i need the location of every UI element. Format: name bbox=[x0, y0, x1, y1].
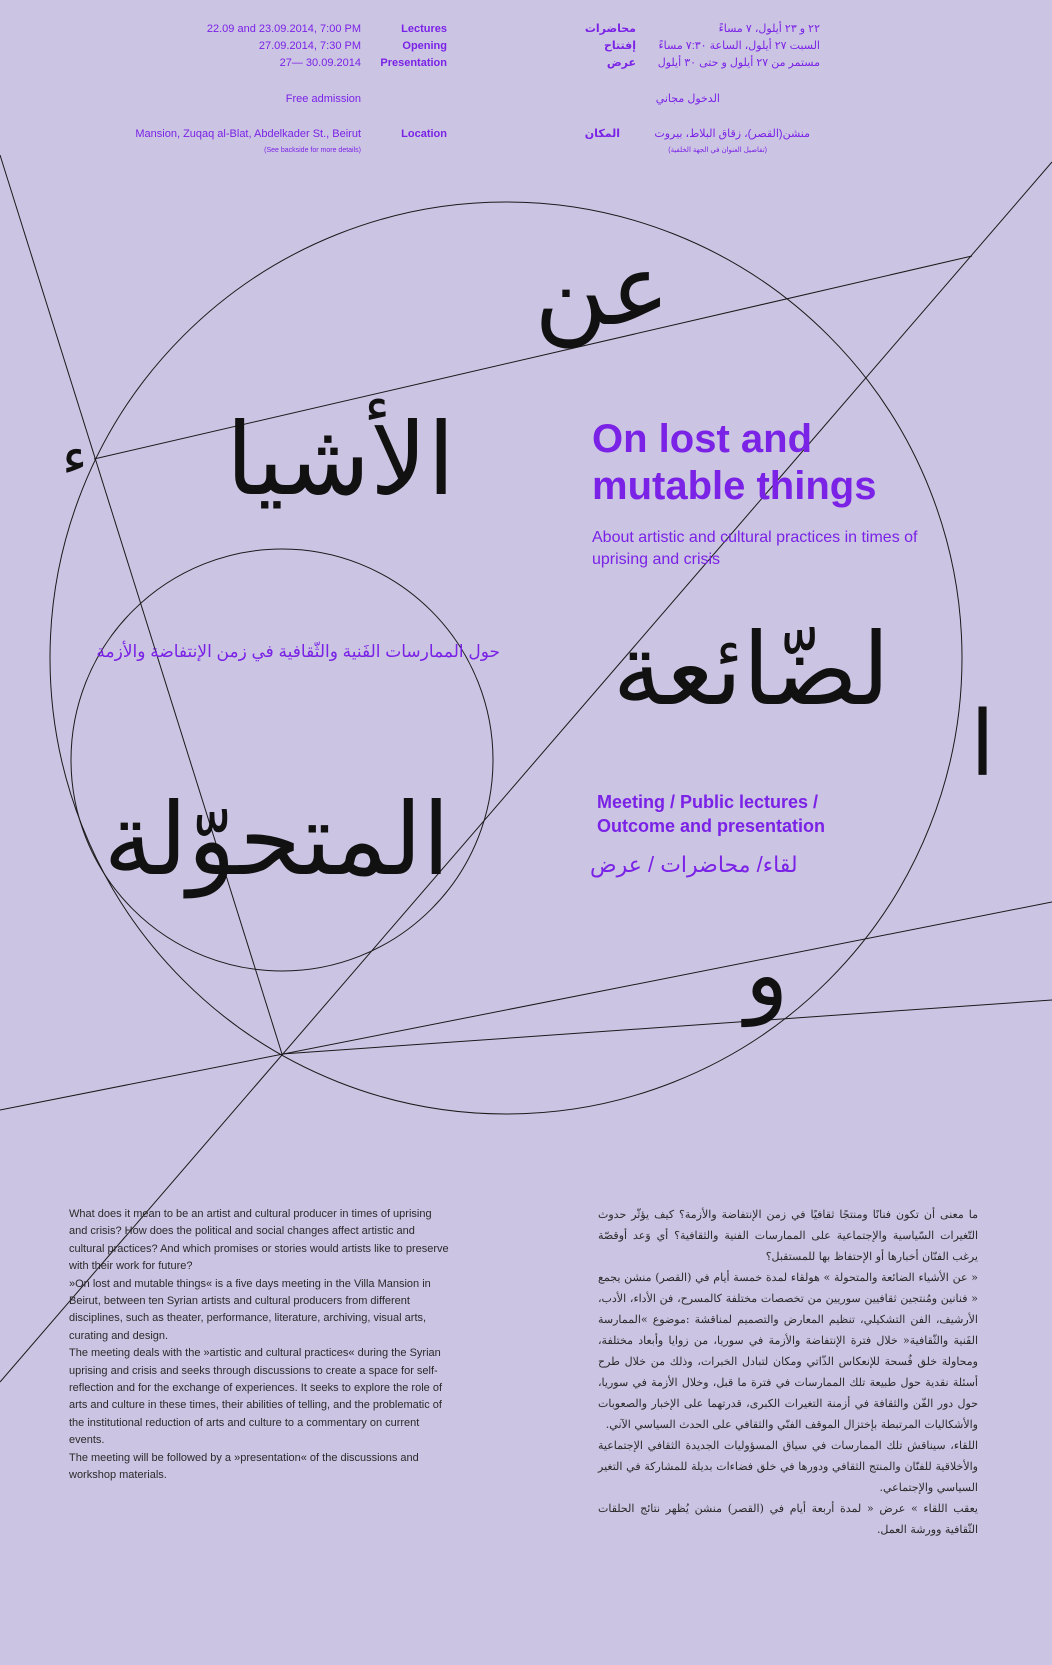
location-label-ar: المكان bbox=[584, 128, 620, 140]
big-word-alif: ا bbox=[970, 692, 996, 797]
body-en-paragraph-2: »On lost and mutable things« is a five days meeting in the Villa Mansion in Beirut, between ten Syrian artists and cultural producers from different disciplines, such as theater, performance, literature, archiving, visual arts, curating and design. bbox=[69, 1277, 431, 1342]
lectures-date-ar: ٢٢ و ٢٣ أيلول، ٧ مساءً bbox=[718, 23, 820, 35]
opening-label: Opening bbox=[402, 40, 447, 52]
big-word-daia: لضّائعة bbox=[612, 611, 890, 728]
body-ar bbox=[598, 1204, 978, 1540]
line-horizontal-wedge bbox=[282, 1000, 1052, 1054]
body-en bbox=[69, 1206, 449, 1485]
body-en-paragraph-1: What does it mean to be an artist and cultural producer in times of uprising and crisis? How does the political and social changes affect artistic and cultural practices? And which promises or stories would artists like to preserve with their work for future? bbox=[69, 1208, 449, 1273]
title bbox=[592, 416, 1012, 510]
big-word-an: عن bbox=[534, 231, 670, 348]
location-value: Mansion, Zuqaq al-Blat, Abdelkader St., Beirut bbox=[135, 128, 361, 140]
presentation-date-ar: مستمر من ٢٧ أيلول و حتى ٣٠ أيلول bbox=[657, 57, 820, 69]
big-word-hamza: ء bbox=[62, 425, 88, 488]
title-line-1: On lost and bbox=[592, 417, 812, 461]
location-value-ar: منشن(القصر)، زقاق البلاط، بيروت bbox=[654, 128, 810, 140]
format-en bbox=[597, 790, 897, 838]
small-circle bbox=[71, 549, 493, 971]
lectures-label-ar: محاضرات bbox=[584, 23, 636, 35]
header-ar-dates bbox=[640, 21, 820, 72]
presentation-date: 27— 30.09.2014 bbox=[279, 57, 361, 69]
presentation-label: Presentation bbox=[380, 57, 447, 69]
format-en-line-1: Meeting / Public lectures / bbox=[597, 792, 819, 812]
free-admission-ar: الدخول مجاني bbox=[655, 93, 720, 105]
line-lower-wedge bbox=[0, 902, 1052, 1110]
presentation-label-ar: عرض bbox=[606, 57, 636, 69]
body-ar-paragraph-2: « عن الأشياء الضائعة والمتحولة » هولقاء لمدة خمسة أيام في (القصر) منشن يجمع « فنانين ومُنتجين ثقافيين سوريين من تخصصات مختلفة كالمسرح، فن الأداء، الأدب، الأرشيف، الفن التشكيلي، تنظيم المعارض والتصميم لمناقشة :موضوع »الممارسة الفَنية والثّقافية« خلال فترة الإنتفاضة والأزمة في سوريا، من زوايا وأبعاد مختلفة، ومحاولة خلق فُسحة للإنعكاس الذّاتي ومكان لتبادل الخبرات، وذلك من خلال طرح أسئلة نقدية حول طبيعة تلك الممارسات في فترة ما قبل، وخلال الأزمة في سوريا، حول دور الفّن والثقافة في أزمنة التغيرات الكبرى، قدرتهما على الإخبار والصعوبات والأشكاليات المرتبطة بإختزال الموقف الفنّي والثقافي على الحدث السياسي الآني. bbox=[598, 1271, 978, 1431]
free-admission: Free admission bbox=[285, 93, 361, 105]
line-main-diagonal bbox=[0, 162, 1052, 1382]
body-en-paragraph-3: The meeting deals with the »artistic and cultural practices« during the Syrian uprising and crisis and seeks through discussions to create a space for self-reflection and for the exchange of experiences. It seeks to explore the role of arts and culture in these times, their abilities of telling, and the problematic of the institutional reduction of arts and culture to a commentary on current events. bbox=[69, 1347, 443, 1447]
body-en-paragraph-4: The meeting will be followed by a »presentation« of the discussions and workshop materials. bbox=[69, 1451, 419, 1482]
body-ar-paragraph-1: ما معنى أن تكون فنانًا ومنتجًا ثقافيًا في زمن الإنتفاضة والأزمة؟ كيف يؤثّر حدوث التّغيرات السّياسية والإجتماعية على الممارسات الفنية والثقافية؟ أي وَعد أوقصّة يرغب الفنّان أخبارها أو الإحتفاظ بها للمستقبل؟ bbox=[598, 1208, 978, 1263]
arabic-subtitle: حول الممارسات الفَنية والثّقافية في زمن الإنتفاضة والأزمة bbox=[96, 642, 500, 661]
location-note-ar: (تفاصيل العنوان في الجهة الخلفية) bbox=[668, 147, 767, 154]
location-label: Location bbox=[401, 128, 447, 140]
format-en-line-2: Outcome and presentation bbox=[597, 816, 826, 836]
opening-date: 27.09.2014, 7:30 PM bbox=[258, 40, 361, 52]
big-word-alashya: الأشيا bbox=[225, 401, 455, 518]
header-ar-labels bbox=[560, 21, 636, 72]
lectures-label: Lectures bbox=[401, 23, 447, 35]
body-ar-paragraph-3: اللقاء، سيناقش تلك الممارسات في سياق المسؤوليات الجديدة الثقافي الإجتماعية والأخلاقية للفنّان والمنتج الثقافي ودورها في خلق فضاءات بديلة للمشاركة في التغير السياسي والإجتماعي. bbox=[598, 1439, 978, 1494]
header-en-dates bbox=[120, 21, 361, 72]
opening-date-ar: السبت ٢٧ أيلول، الساعة ٧:٣٠ مساءً bbox=[658, 40, 820, 52]
opening-label-ar: إفتتاح bbox=[603, 40, 636, 52]
title-line-2: mutable things bbox=[592, 464, 877, 508]
big-word-waw: و bbox=[745, 922, 789, 1027]
subtitle: About artistic and cultural practices in times of uprising and crisis bbox=[592, 529, 918, 568]
location-note: (See backside for more details) bbox=[264, 147, 361, 154]
lectures-date: 22.09 and 23.09.2014, 7:00 PM bbox=[206, 23, 361, 35]
big-word-mutahawila: المتحوّلة bbox=[103, 781, 450, 898]
body-ar-paragraph-4: يعقب اللقاء » عرض « لمدة أربعة أيام في (القصر) منشن يُظهر نتائج الحلقات الثّقافية وورشة العمل. bbox=[598, 1502, 978, 1536]
format-ar: لقاء/ محاضرات / عرض bbox=[590, 852, 798, 877]
header-en-labels bbox=[370, 21, 447, 72]
line-left-diagonal bbox=[0, 155, 282, 1054]
